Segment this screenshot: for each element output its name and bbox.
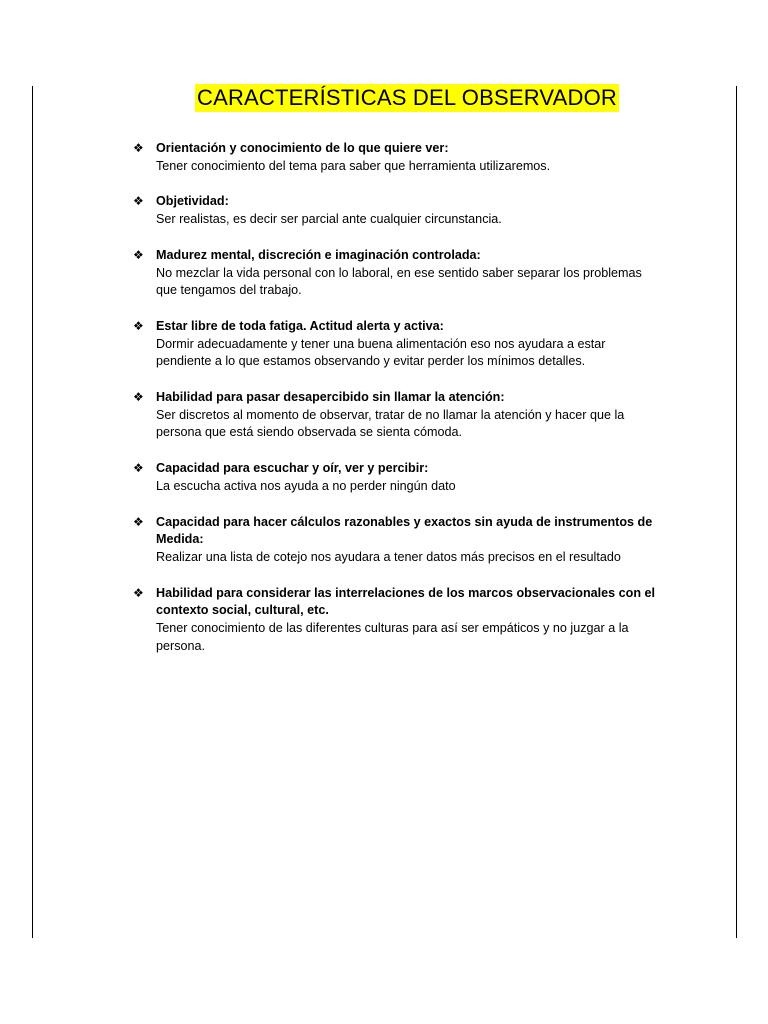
diamond-bullet-icon: ❖ bbox=[133, 141, 144, 155]
item-description: Realizar una lista de cotejo nos ayudara a tener datos más precisos en el resultado bbox=[156, 549, 621, 564]
list-item bbox=[133, 585, 663, 656]
characteristics-list bbox=[133, 140, 663, 655]
list-item bbox=[133, 514, 663, 567]
title-container bbox=[0, 84, 768, 112]
item-description: La escucha activa nos ayuda a no perder ningún dato bbox=[156, 478, 456, 493]
list-item bbox=[133, 247, 663, 300]
diamond-bullet-icon: ❖ bbox=[133, 585, 144, 600]
item-heading: Madurez mental, discreción e imaginación controlada: bbox=[156, 247, 481, 262]
item-heading: Habilidad para considerar las interrelaciones de los marcos observacionales con el contexto social, cultural, etc. bbox=[156, 585, 656, 618]
list-item bbox=[133, 389, 663, 442]
item-description: Tener conocimiento de las diferentes culturas para así ser empáticos y no juzgar a la persona. bbox=[156, 621, 629, 653]
page-title: CARACTERÍSTICAS DEL OBSERVADOR bbox=[196, 85, 617, 110]
item-description: Dormir adecuadamente y tener una buena alimentación eso nos ayudara a estar pendiente a lo que estamos observando y evitar perder los mínimos detalles. bbox=[156, 336, 606, 369]
list-item bbox=[133, 460, 663, 495]
item-heading: Objetividad: bbox=[156, 194, 229, 209]
list-item bbox=[133, 193, 663, 228]
item-heading: Capacidad para hacer cálculos razonables y exactos sin ayuda de instrumentos de Medida: bbox=[156, 514, 653, 547]
page-border-right bbox=[736, 86, 737, 938]
diamond-bullet-icon: ❖ bbox=[133, 461, 144, 476]
diamond-bullet-icon: ❖ bbox=[133, 247, 144, 262]
item-heading: Orientación y conocimiento de lo que quiere ver: bbox=[156, 141, 449, 155]
list-item bbox=[133, 140, 663, 175]
item-description: Tener conocimiento del tema para saber que herramienta utilizaremos. bbox=[156, 158, 551, 173]
item-description: Ser realistas, es decir ser parcial ante cualquier circunstancia. bbox=[156, 212, 502, 227]
item-heading: Habilidad para pasar desapercibido sin llamar la atención: bbox=[156, 390, 505, 405]
diamond-bullet-icon: ❖ bbox=[133, 318, 144, 333]
list-item bbox=[133, 318, 663, 371]
page-border-left bbox=[32, 86, 33, 938]
item-description: Ser discretos al momento de observar, tratar de no llamar la atención y hacer que la persona que está siendo observada se sienta cómoda. bbox=[156, 407, 625, 440]
diamond-bullet-icon: ❖ bbox=[133, 390, 144, 405]
item-heading: Estar libre de toda fatiga. Actitud alerta y activa: bbox=[156, 318, 444, 333]
diamond-bullet-icon: ❖ bbox=[133, 194, 144, 209]
diamond-bullet-icon: ❖ bbox=[133, 514, 144, 529]
item-heading: Capacidad para escuchar y oír, ver y percibir: bbox=[156, 461, 429, 476]
item-description: No mezclar la vida personal con lo laboral, en ese sentido saber separar los problemas que tengamos del trabajo. bbox=[156, 265, 642, 298]
